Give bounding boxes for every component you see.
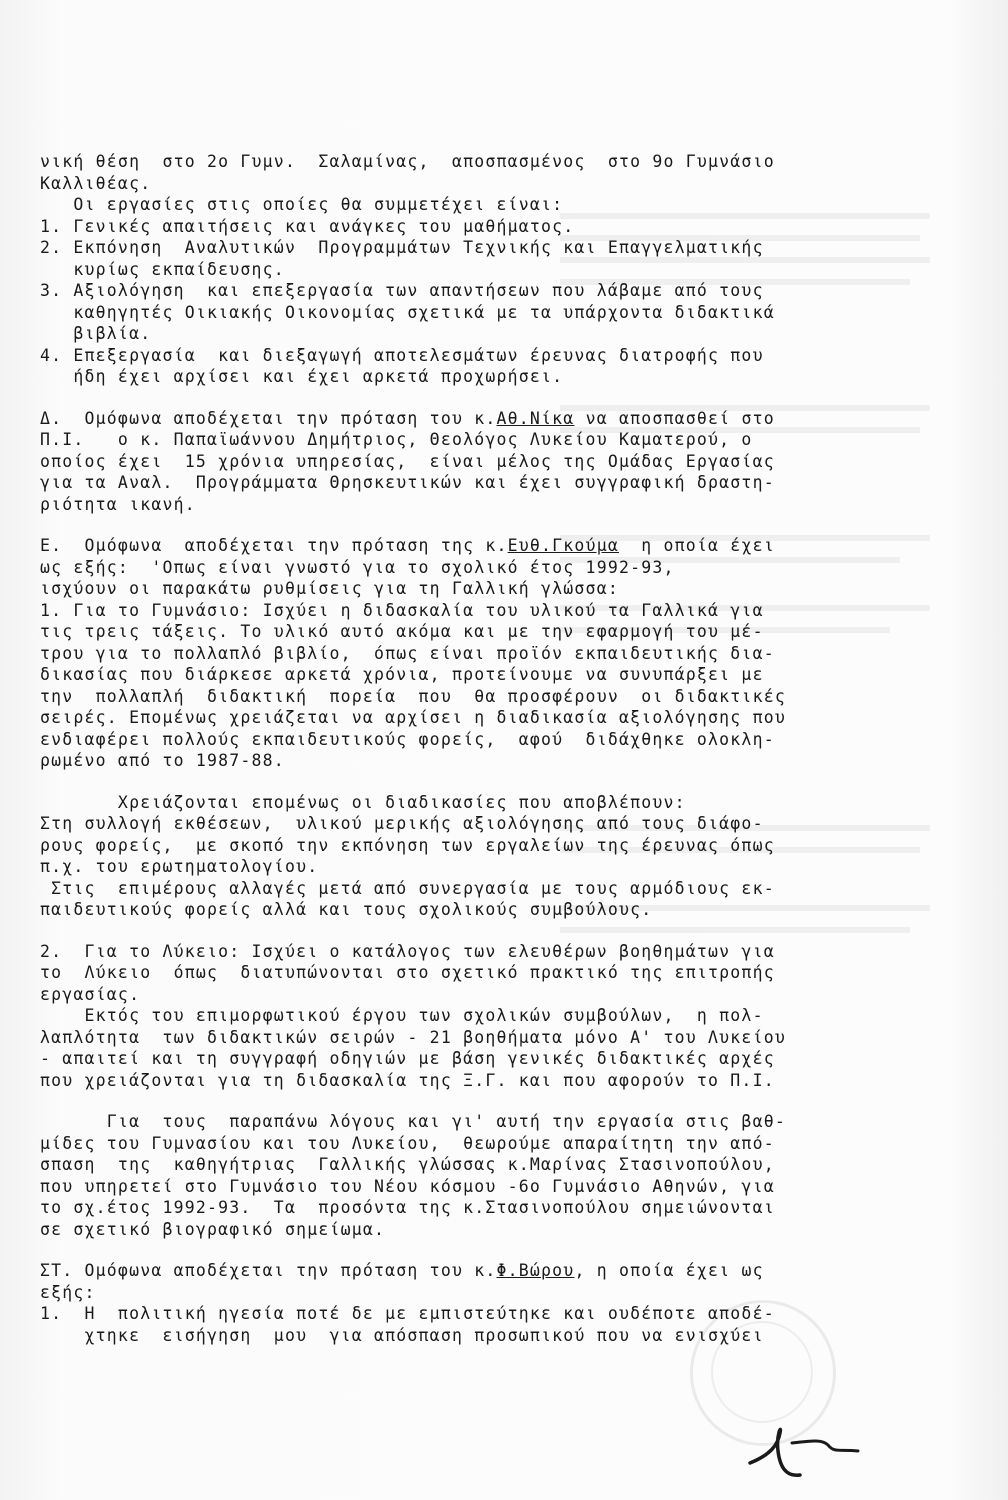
- text-line: 2. Για το Λύκειο: Ισχύει ο κατάλογος των ελευθέρων βοηθημάτων για: [40, 941, 775, 961]
- text-line: Χρειάζονται επομένως οι διαδικασίες που αποβλέπουν:: [40, 792, 686, 812]
- text-line: σπαση της καθηγήτριας Γαλλικής γλώσσας κ.Μαρίνας Στασινοπούλου,: [40, 1155, 775, 1174]
- list-item-4: 4. Επεξεργασία και διεξαγωγή αποτελεσμάτων έρευνας διατροφής που: [40, 345, 764, 365]
- document-body: [40, 151, 940, 1346]
- text-fragment: να αποσπασθεί στο: [574, 408, 775, 428]
- text-line: παιδευτικούς φορείς αλλά και τους σχολικούς συμβούλους.: [40, 900, 653, 919]
- text-line: ως εξής: 'Οπως είναι γνωστό για το σχολικό έτος 1992-93,: [40, 557, 675, 577]
- handwritten-signature: [740, 1405, 880, 1485]
- text-line: Π.Ι. ο κ. Παπαϊωάννου Δημήτριος, Θεολόγος Λυκείου Καματερού, ο: [40, 430, 753, 449]
- text-line: που υπηρετεί στο Γυμνάσιο του Νέου κόσμου -6ο Γυμνάσιο Αθηνών, για: [40, 1176, 775, 1196]
- text-line: χτηκε εισήγηση μου για απόσπαση προσωπικού που να ενισχύει: [40, 1325, 764, 1345]
- underlined-name: Αθ.Νίκα: [496, 408, 575, 428]
- text-line: Στη συλλογή εκθέσεων, υλικού μερικής αξιολόγησης από τους διάφο-: [40, 814, 764, 833]
- text-line: ρωμένο από το 1987-88.: [40, 751, 285, 770]
- text-line: ριότητα ικανή.: [40, 494, 196, 514]
- text-fragment: Ε. Ομόφωνα αποδέχεται την πρόταση της κ.: [40, 536, 508, 555]
- underlined-name: Ευθ.Γκούμα: [507, 536, 619, 555]
- text-line: ενδιαφέρει πολλούς εκπαιδευτικούς φορείς, αφού διδάχθηκε ολοκλη-: [40, 729, 775, 749]
- text-line: τρου για το πολλαπλό βιβλίο, όπως είναι προϊόν εκπαιδευτικής δια-: [40, 643, 775, 663]
- list-item-2: 2. Εκπόνηση Αναλυτικών Προγραμμάτων Τεχνικής και Επαγγελματικής: [40, 238, 764, 257]
- text-line: καθηγητές Οικιακής Οικονομίας σχετικά με τα υπάρχοντα διδακτικά: [40, 302, 775, 322]
- text-line: λαπλότητα των διδακτικών σειρών - 21 βοηθήματα μόνο Α' του Λυκείου: [40, 1027, 786, 1047]
- text-fragment: η οποία έχει: [618, 536, 775, 555]
- text-line: σειρές. Επομένως χρειάζεται να αρχίσει η διαδικασία αξιολόγησης που: [40, 708, 786, 727]
- text-line: που χρειάζονται για τη διδασκαλία της Ξ.Γ. και που αφορούν το Π.Ι.: [40, 1070, 775, 1090]
- section-d-heading: [40, 408, 940, 430]
- text-line: Εκτός του επιμορφωτικού έργου των σχολικών συμβούλων, η πολ-: [40, 1006, 764, 1025]
- section-e-heading: [40, 535, 940, 557]
- text-line: για τα Αναλ. Προγράμματα Θρησκευτικών και έχει συγγραφική δραστη-: [40, 473, 775, 492]
- text-fragment: , η οποία έχει ως: [574, 1261, 764, 1280]
- text-line: σε σχετικό βιογραφικό σημείωμα.: [40, 1219, 386, 1239]
- text-line: την πολλαπλή διδακτική πορεία που θα προσφέρουν οι διδακτικές: [40, 686, 786, 706]
- text-line: 1. Η πολιτική ηγεσία ποτέ δε με εμπιστεύτηκε και ουδέποτε αποδέ-: [40, 1304, 775, 1323]
- text-line: 1. Για το Γυμνάσιο: Ισχύει η διδασκαλία του υλικού τα Γαλλικά για: [40, 600, 764, 620]
- text-line: οποίος έχει 15 χρόνια υπηρεσίας, είναι μέλος της Ομάδας Εργασίας: [40, 451, 775, 471]
- underlined-name: Φ.Βώρου: [496, 1261, 575, 1280]
- text-fragment: ΣΤ. Ομόφωνα αποδέχεται την πρόταση του κ.: [40, 1261, 497, 1280]
- text-line: βιβλία.: [40, 324, 152, 343]
- text-line: π.χ. του ερωτηματολογίου.: [40, 857, 319, 876]
- list-item-1: 1. Γενικές απαιτήσεις και ανάγκες του μαθήματος.: [40, 216, 575, 236]
- text-line: ισχύουν οι παρακάτω ρυθμίσεις για τη Γαλλική γλώσσα:: [40, 579, 619, 598]
- text-line: τις τρεις τάξεις. Το υλικό αυτό ακόμα και με την εφαρμογή του μέ-: [40, 622, 764, 641]
- text-line: εξής:: [40, 1282, 96, 1302]
- text-line: Οι εργασίες στις οποίες θα συμμετέχει είναι:: [40, 195, 564, 214]
- text-fragment: Δ. Ομόφωνα αποδέχεται την πρόταση του κ.: [40, 408, 497, 428]
- text-line: - απαιτεί και τη συγγραφή οδηγιών με βάση γενικές διδακτικές αρχές: [40, 1049, 775, 1068]
- text-line: το σχ.έτος 1992-93. Τα προσόντα της κ.Στασινοπούλου σημειώνονται: [40, 1198, 775, 1217]
- text-line: ρους φορείς, με σκοπό την εκπόνηση των εργαλείων της έρευνας όπως: [40, 835, 775, 855]
- text-line: το Λύκειο όπως διατυπώνονται στο σχετικό πρακτικό της επιτροπής: [40, 963, 775, 982]
- text-line: εργασίας.: [40, 984, 141, 1004]
- text-line: μίδες του Γυμνασίου και του Λυκείου, θεωρούμε απαραίτητη την από-: [40, 1133, 775, 1153]
- text-line: Για τους παραπάνω λόγους και γι' αυτή την εργασία στις βαθ-: [40, 1112, 786, 1131]
- text-line: νική θέση στο 2ο Γυμν. Σαλαμίνας, αποσπασμένος στο 9ο Γυμνάσιο: [40, 152, 775, 171]
- text-line: ήδη έχει αρχίσει και έχει αρκετά προχωρήσει.: [40, 367, 564, 386]
- text-line: Καλλιθέας.: [40, 173, 152, 193]
- section-st-heading: [40, 1260, 940, 1282]
- text-line: δικασίας που διάρκεσε αρκετά χρόνια, προτείνουμε να συνυπάρξει με: [40, 665, 764, 684]
- text-line: Στις επιμέρους αλλαγές μετά από συνεργασία με τους αρμόδιους εκ-: [40, 878, 775, 898]
- list-item-3: 3. Αξιολόγηση και επεξεργασία των απαντήσεων που λάβαμε από τους: [40, 281, 764, 300]
- text-line: κυρίως εκπαίδευσης.: [40, 259, 285, 279]
